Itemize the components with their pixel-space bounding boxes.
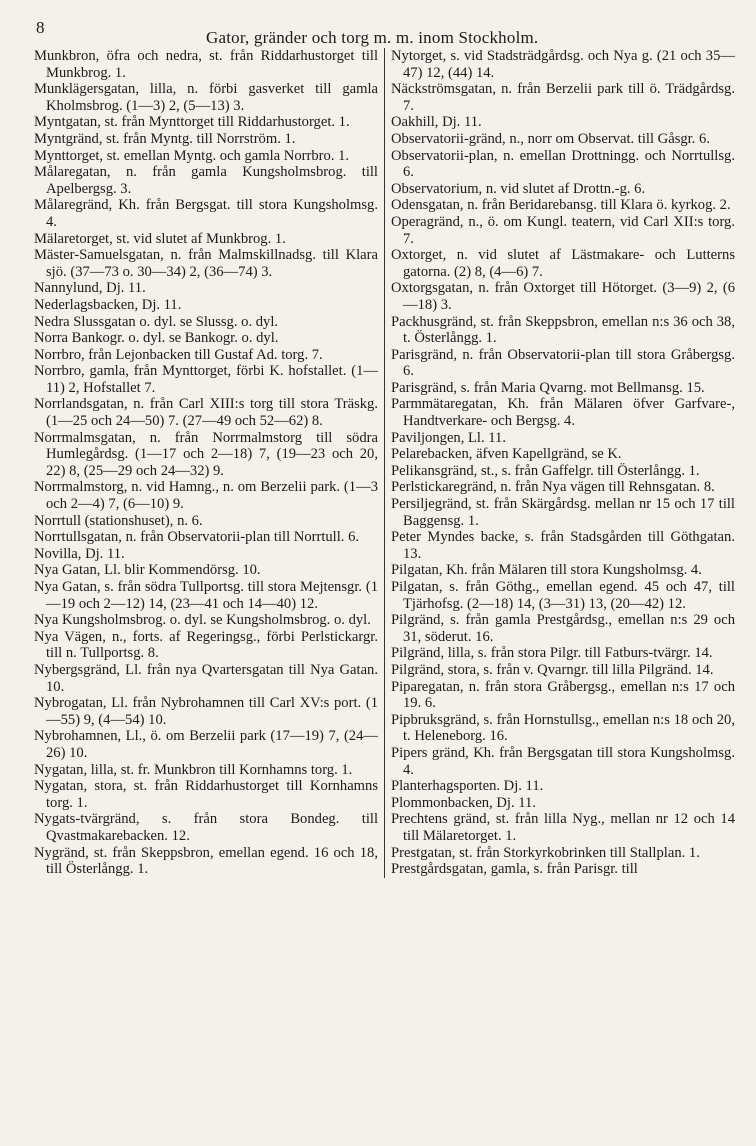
street-entry: Planterhagsporten. Dj. 11. (391, 778, 544, 795)
street-entry: Målaregränd, Kh. från Bergsgat. till stora Kungsholmsg. 4. (34, 197, 378, 230)
street-entry: Norrbro, från Lejonbacken till Gustaf Ad. torg. 7. (34, 346, 323, 363)
street-entry: Operagränd, n., ö. om Kungl. teatern, vid Carl XII:s torg. 7. (391, 213, 735, 247)
street-entry: Nedra Slussgatan o. dyl. se Slussg. o. dyl. (34, 313, 279, 330)
street-entry: Nygränd, st. från Skeppsbron, emellan egend. 16 och 18, till Österlångg. 1. (34, 844, 378, 878)
street-entry: Pilgränd, stora, s. från v. Qvarngr. till lilla Pilgränd. 14. (391, 661, 714, 678)
street-entry: Pilgatan, s. från Göthg., emellan egend. 45 och 47, till Tjärhofsg. (2—18) 14, (3—31) 13, (20—42) 12. (391, 579, 735, 612)
street-entry: Nygats-tvärgränd, s. från stora Bondeg. till Qvastmakarebacken. 12. (34, 811, 378, 844)
street-entry: Novilla, Dj. 11. (34, 545, 125, 562)
street-entry: Observatorii-plan, n. emellan Drottningg. och Norrtullsg. 6. (391, 147, 735, 181)
street-entry: Nannylund, Dj. 11. (34, 280, 146, 297)
street-entry: Prestgatan, st. från Storkyrkobrinken till Stallplan. 1. (391, 844, 700, 861)
street-entry: Nya Gatan, s. från södra Tullportsg. till stora Mejtensgr. (1—19 och 2—12) 14, (23—41 och 14—40) 12. (34, 579, 378, 612)
street-entry: Parisgränd, s. från Maria Qvarng. mot Bellmansg. 15. (391, 379, 705, 396)
street-entry: Munkbron, öfra och nedra, st. från Riddarhustorget till Munkbrog. 1. (34, 48, 378, 81)
street-entry: Oxtorgsgatan, n. från Oxtorget till Hötorget. (3—9) 2, (6—18) 3. (391, 280, 735, 313)
street-entry: Plommonbacken, Dj. 11. (391, 794, 536, 811)
street-entry: Nybrogatan, Ll. från Nybrohamnen till Carl XV:s port. (1—55) 9, (4—54) 10. (34, 695, 378, 728)
street-entry: Norrmalmsgatan, n. från Norrmalmstorg till södra Humlegårdsg. (1—17 och 2—18) 7, (19—23 och 20, 22) 8, (25—29 och 24—32) 9. (34, 429, 378, 479)
street-entry: Perlstickaregränd, n. från Nya vägen till Rehnsgatan. 8. (391, 479, 715, 496)
street-entry: Parisgränd, n. från Observatorii-plan till stora Gråbergsg. 6. (391, 346, 735, 380)
street-entry: Norrlandsgatan, n. från Carl XIII:s torg till stora Träskg. (1—25 och 24—50) 7. (27—49 och 52—62) 8. (34, 396, 378, 430)
street-entry: Myntgränd, st. från Myntg. till Norrström. 1. (34, 130, 296, 147)
street-entry: Mynttorget, st. emellan Myntg. och gamla Norrbro. 1. (34, 147, 350, 164)
street-entry: Mälaretorget, st. vid slutet af Munkbrog. 1. (34, 230, 286, 247)
street-entry: Pelarebacken, äfven Kapellgränd, se K. (391, 446, 622, 463)
street-entry: Nytorget, s. vid Stadsträdgårdsg. och Nya g. (21 och 35—47) 12, (44) 14. (391, 48, 735, 81)
street-entry: Nya Vägen, n., forts. af Regeringsg., förbi Perlstickargr. till n. Tullportsg. 8. (34, 628, 378, 662)
street-entry: Paviljongen, Ll. 11. (391, 429, 506, 446)
street-entry: Pilgränd, lilla, s. från stora Pilgr. till Fatburs-tvärgr. 14. (391, 645, 713, 662)
street-entry: Myntgatan, st. från Mynttorget till Riddarhustorget. 1. (34, 114, 350, 131)
street-entry: Nya Gatan, Ll. blir Kommendörsg. 10. (34, 562, 261, 579)
street-entry: Peter Myndes backe, s. från Stadsgården till Göthgatan. 13. (391, 529, 735, 562)
street-entry: Nygatan, stora, st. från Riddarhustorget till Kornhamns torg. 1. (34, 778, 378, 811)
street-entry: Prechtens gränd, st. från lilla Nyg., mellan nr 12 och 14 till Mälaretorget. 1. (391, 811, 735, 844)
page-number: 8 (36, 18, 45, 37)
street-entry: Näckströmsgatan, n. från Berzelii park till ö. Trädgårdsg. 7. (391, 81, 735, 114)
street-entry: Norra Bankogr. o. dyl. se Bankogr. o. dyl. (34, 330, 279, 347)
street-entry: Nederlagsbacken, Dj. 11. (34, 296, 182, 313)
street-entry: Målaregatan, n. från gamla Kungsholmsbrog. till Apelbergsg. 3. (34, 164, 378, 197)
street-entry: Munklägersgatan, lilla, n. förbi gasverket till gamla Kholmsbrog. (1—3) 2, (5—13) 3. (34, 81, 378, 114)
street-entry: Norrtull (stationshuset), n. 6. (34, 512, 203, 529)
street-entry: Packhusgränd, st. från Skeppsbron, emellan n:s 36 och 38, t. Österlångg. 1. (391, 313, 735, 347)
street-entry: Pipers gränd, Kh. från Bergsgatan till stora Kungsholmsg. 4. (391, 744, 735, 778)
street-entry: Pelikansgränd, st., s. från Gaffelgr. till Österlångg. 1. (391, 462, 700, 479)
street-entry: Piparegatan, n. från stora Gråbergsg., emellan n:s 17 och 19. 6. (391, 678, 735, 712)
right-column (384, 48, 735, 878)
street-entry: Observatorium, n. vid slutet af Drottn.-g. 6. (391, 180, 646, 197)
street-entry: Nygatan, lilla, st. fr. Munkbron till Kornhamns torg. 1. (34, 761, 353, 778)
street-entry: Nybergsgränd, Ll. från nya Qvartersgatan till Nya Gatan. 10. (34, 661, 378, 695)
street-entry: Nya Kungsholmsbrog. o. dyl. se Kungsholmsbrog. o. dyl. (34, 612, 371, 629)
street-entry: Norrtullsgatan, n. från Observatorii-plan till Norrtull. 6. (34, 529, 360, 546)
street-entry: Parmmätaregatan, Kh. från Mälaren öfver Garfvare-, Handtverkare- och Bergsg. 4. (391, 396, 735, 430)
street-entry: Persiljegränd, st. från Skärgårdsg. mellan nr 15 och 17 till Baggensg. 1. (391, 496, 735, 529)
street-entry: Mäster-Samuelsgatan, n. från Malmskillnadsg. till Klara sjö. (37—73 o. 30—34) 2, (36—74) 3. (34, 247, 378, 280)
street-entry: Observatorii-gränd, n., norr om Observat. till Gåsgr. 6. (391, 130, 710, 147)
left-column (34, 48, 378, 878)
street-entry: Norrmalmstorg, n. vid Hamng., n. om Berzelii park. (1—3 och 2—4) 7, (6—10) 9. (34, 479, 378, 513)
page-header: Gator, gränder och torg m. m. inom Stockholm. (206, 28, 539, 47)
street-entry: Prestgårdsgatan, gamla, s. från Parisgr. till (391, 861, 638, 878)
street-entry: Pilgränd, s. från gamla Prestgårdsg., emellan n:s 29 och 31, söderut. 16. (391, 612, 735, 645)
street-entry: Norrbro, gamla, från Mynttorget, förbi K. hofstallet. (1—11) 2, Hofstallet 7. (34, 363, 378, 396)
street-entry: Pilgatan, Kh. från Mälaren till stora Kungsholmsg. 4. (391, 562, 702, 579)
street-entry: Pipbruksgränd, s. från Hornstullsg., emellan n:s 18 och 20, t. Heleneborg. 16. (391, 711, 735, 745)
street-entry: Oxtorget, n. vid slutet af Lästmakare- och Lutterns gatorna. (2) 8, (4—6) 7. (391, 247, 735, 280)
street-entry: Oakhill, Dj. 11. (391, 114, 482, 131)
street-entry: Nybrohamnen, Ll., ö. om Berzelii park (17—19) 7, (24—26) 10. (34, 728, 378, 761)
street-entry: Odensgatan, n. från Beridarebansg. till Klara ö. kyrkog. 2. (391, 197, 731, 214)
